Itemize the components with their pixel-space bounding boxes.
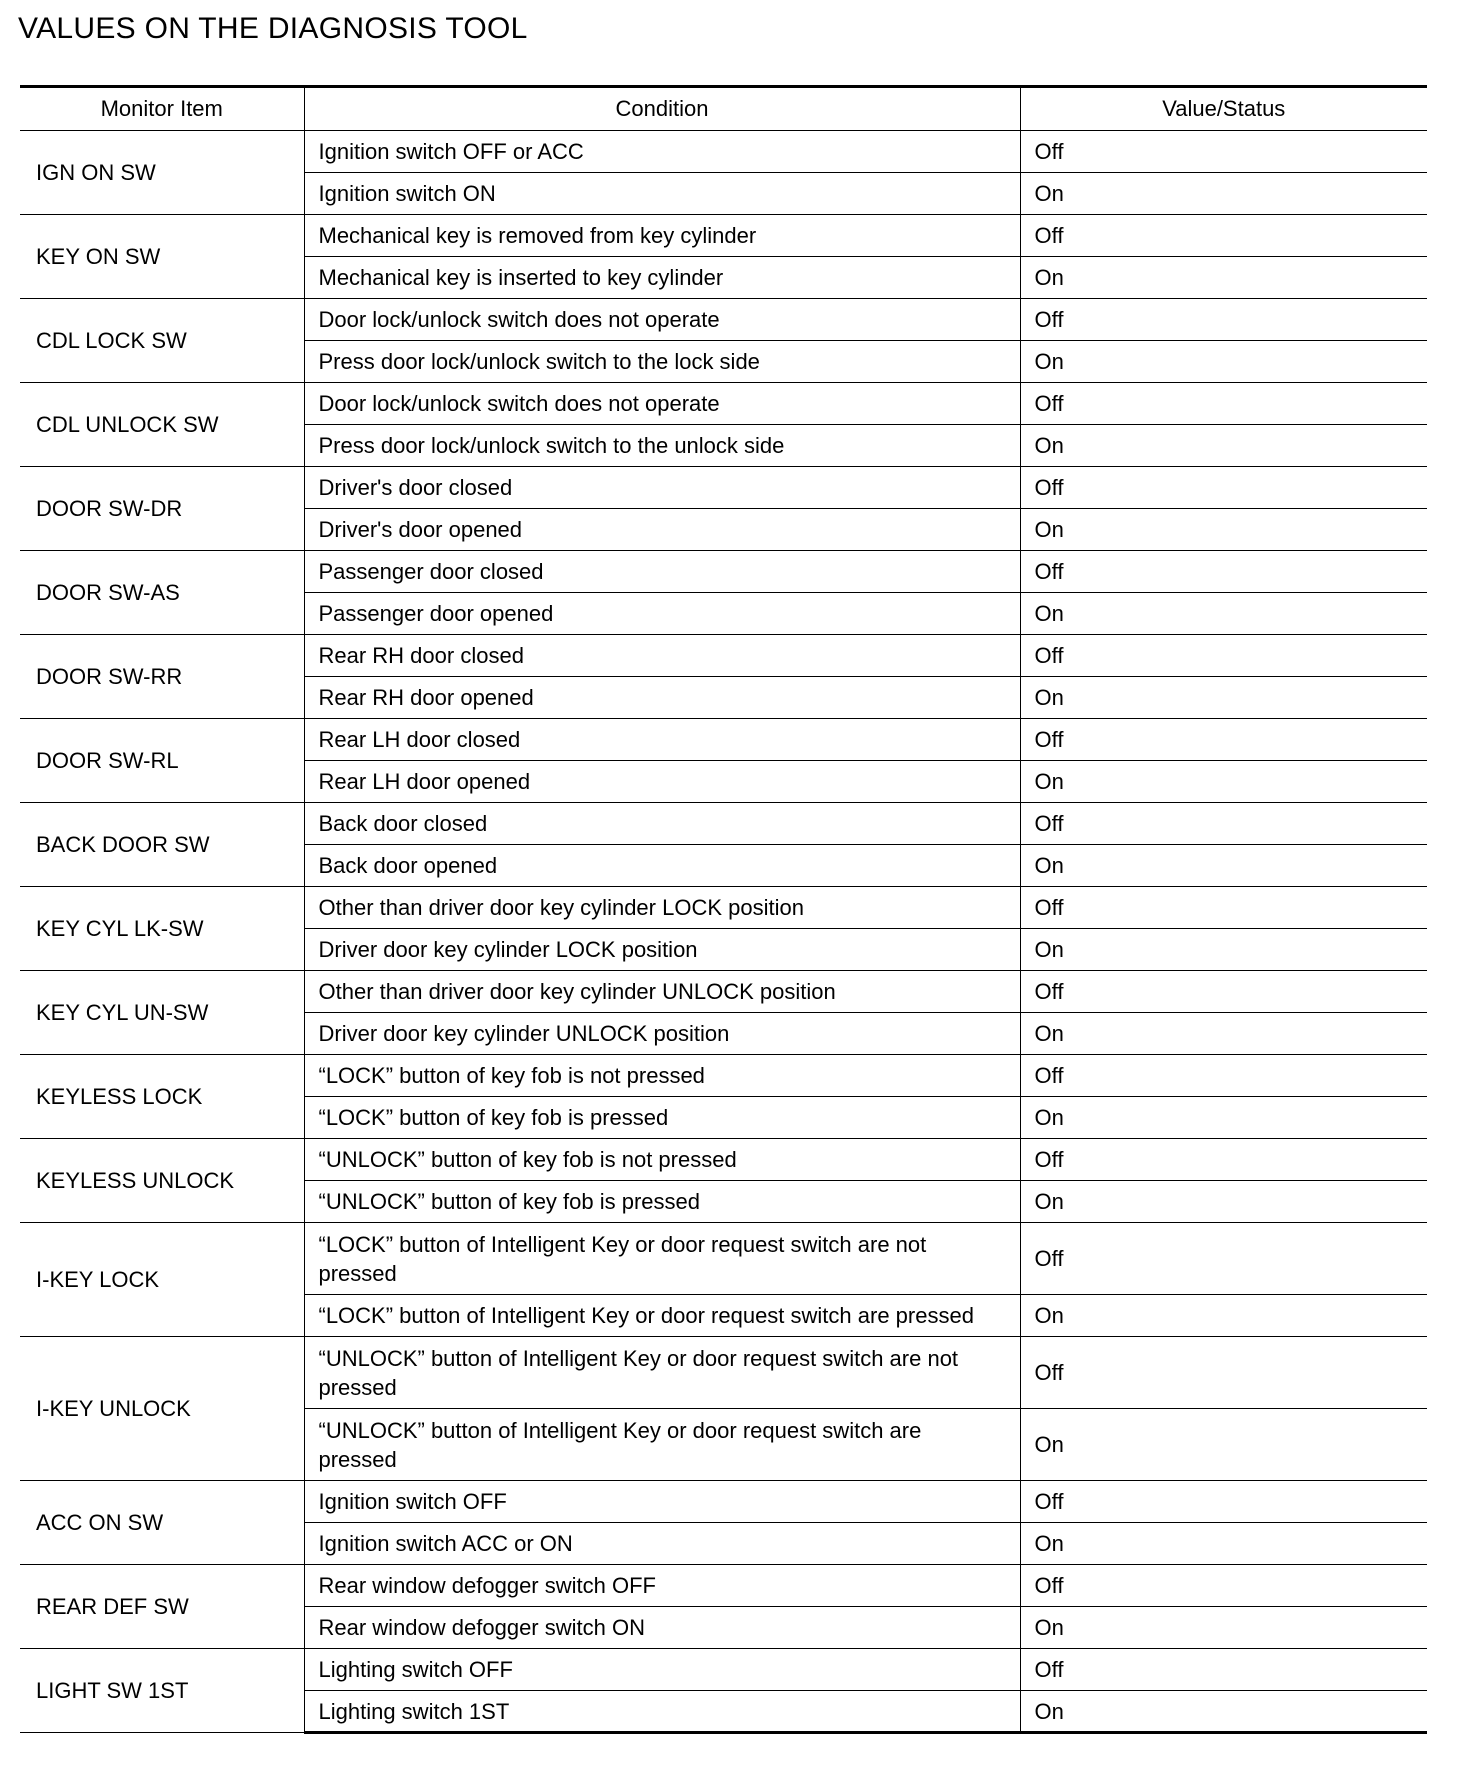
table-row bbox=[20, 383, 1427, 425]
monitor-item-cell: KEY CYL LK-SW bbox=[20, 887, 304, 971]
condition-cell: Rear window defogger switch ON bbox=[304, 1607, 1020, 1649]
condition-cell: Door lock/unlock switch does not operate bbox=[304, 383, 1020, 425]
condition-cell: Driver door key cylinder UNLOCK position bbox=[304, 1013, 1020, 1055]
condition-cell: Lighting switch 1ST bbox=[304, 1691, 1020, 1733]
value-status-cell: Off bbox=[1020, 551, 1427, 593]
condition-cell: Back door closed bbox=[304, 803, 1020, 845]
monitor-item-cell: BACK DOOR SW bbox=[20, 803, 304, 887]
condition-cell: Driver's door closed bbox=[304, 467, 1020, 509]
condition-cell: Ignition switch ON bbox=[304, 173, 1020, 215]
condition-cell: Driver's door opened bbox=[304, 509, 1020, 551]
table-row bbox=[20, 1565, 1427, 1607]
table-row bbox=[20, 1223, 1427, 1295]
condition-cell: “LOCK” button of key fob is pressed bbox=[304, 1097, 1020, 1139]
condition-cell: Mechanical key is removed from key cylinder bbox=[304, 215, 1020, 257]
monitor-item-cell: CDL LOCK SW bbox=[20, 299, 304, 383]
monitor-item-cell: DOOR SW-RR bbox=[20, 635, 304, 719]
value-status-cell: Off bbox=[1020, 215, 1427, 257]
diagnosis-table bbox=[20, 85, 1427, 1734]
value-status-cell: On bbox=[1020, 761, 1427, 803]
header-value-status: Value/Status bbox=[1020, 87, 1427, 131]
table-row bbox=[20, 215, 1427, 257]
value-status-cell: Off bbox=[1020, 131, 1427, 173]
table-row bbox=[20, 887, 1427, 929]
condition-cell: “UNLOCK” button of key fob is not pressed bbox=[304, 1139, 1020, 1181]
table-header-row bbox=[20, 87, 1427, 131]
table-row bbox=[20, 551, 1427, 593]
monitor-item-cell: KEYLESS LOCK bbox=[20, 1055, 304, 1139]
value-status-cell: On bbox=[1020, 1181, 1427, 1223]
page-title: VALUES ON THE DIAGNOSIS TOOL bbox=[18, 12, 528, 45]
monitor-item-cell: REAR DEF SW bbox=[20, 1565, 304, 1649]
condition-cell: “LOCK” button of key fob is not pressed bbox=[304, 1055, 1020, 1097]
table-row bbox=[20, 1139, 1427, 1181]
table-row bbox=[20, 1055, 1427, 1097]
value-status-cell: Off bbox=[1020, 1139, 1427, 1181]
condition-cell: Rear RH door opened bbox=[304, 677, 1020, 719]
value-status-cell: On bbox=[1020, 1295, 1427, 1337]
table-row bbox=[20, 1337, 1427, 1409]
value-status-cell: On bbox=[1020, 1409, 1427, 1481]
monitor-item-cell: I-KEY UNLOCK bbox=[20, 1337, 304, 1481]
condition-cell: Door lock/unlock switch does not operate bbox=[304, 299, 1020, 341]
value-status-cell: On bbox=[1020, 1097, 1427, 1139]
condition-cell: Ignition switch OFF bbox=[304, 1481, 1020, 1523]
monitor-item-cell: IGN ON SW bbox=[20, 131, 304, 215]
value-status-cell: On bbox=[1020, 257, 1427, 299]
condition-cell: Other than driver door key cylinder LOCK position bbox=[304, 887, 1020, 929]
value-status-cell: On bbox=[1020, 509, 1427, 551]
monitor-item-cell: DOOR SW-DR bbox=[20, 467, 304, 551]
condition-cell: Press door lock/unlock switch to the unlock side bbox=[304, 425, 1020, 467]
table-row bbox=[20, 467, 1427, 509]
value-status-cell: Off bbox=[1020, 635, 1427, 677]
value-status-cell: On bbox=[1020, 1013, 1427, 1055]
monitor-item-cell: KEY ON SW bbox=[20, 215, 304, 299]
header-monitor-item: Monitor Item bbox=[20, 87, 304, 131]
condition-cell: “UNLOCK” button of Intelligent Key or door request switch are pressed bbox=[304, 1409, 1020, 1481]
condition-cell: “UNLOCK” button of key fob is pressed bbox=[304, 1181, 1020, 1223]
value-status-cell: On bbox=[1020, 425, 1427, 467]
condition-cell: Ignition switch ACC or ON bbox=[304, 1523, 1020, 1565]
condition-cell: “LOCK” button of Intelligent Key or door request switch are pressed bbox=[304, 1295, 1020, 1337]
condition-cell: Press door lock/unlock switch to the lock side bbox=[304, 341, 1020, 383]
table-row bbox=[20, 1649, 1427, 1691]
value-status-cell: Off bbox=[1020, 719, 1427, 761]
value-status-cell: On bbox=[1020, 1691, 1427, 1733]
value-status-cell: Off bbox=[1020, 1223, 1427, 1295]
condition-cell: Rear RH door closed bbox=[304, 635, 1020, 677]
table-row bbox=[20, 131, 1427, 173]
monitor-item-cell: I-KEY LOCK bbox=[20, 1223, 304, 1337]
value-status-cell: On bbox=[1020, 845, 1427, 887]
condition-cell: Rear window defogger switch OFF bbox=[304, 1565, 1020, 1607]
value-status-cell: On bbox=[1020, 1607, 1427, 1649]
value-status-cell: Off bbox=[1020, 1565, 1427, 1607]
monitor-item-cell: ACC ON SW bbox=[20, 1481, 304, 1565]
condition-cell: Passenger door closed bbox=[304, 551, 1020, 593]
value-status-cell: Off bbox=[1020, 1649, 1427, 1691]
condition-cell: Mechanical key is inserted to key cylinder bbox=[304, 257, 1020, 299]
value-status-cell: On bbox=[1020, 593, 1427, 635]
condition-cell: Lighting switch OFF bbox=[304, 1649, 1020, 1691]
condition-cell: Passenger door opened bbox=[304, 593, 1020, 635]
value-status-cell: Off bbox=[1020, 1055, 1427, 1097]
value-status-cell: Off bbox=[1020, 383, 1427, 425]
condition-cell: Other than driver door key cylinder UNLOCK position bbox=[304, 971, 1020, 1013]
monitor-item-cell: CDL UNLOCK SW bbox=[20, 383, 304, 467]
value-status-cell: On bbox=[1020, 341, 1427, 383]
condition-cell: Driver door key cylinder LOCK position bbox=[304, 929, 1020, 971]
monitor-item-cell: KEY CYL UN-SW bbox=[20, 971, 304, 1055]
value-status-cell: Off bbox=[1020, 1481, 1427, 1523]
value-status-cell: Off bbox=[1020, 971, 1427, 1013]
monitor-item-cell: LIGHT SW 1ST bbox=[20, 1649, 304, 1733]
header-condition: Condition bbox=[304, 87, 1020, 131]
condition-cell: Rear LH door closed bbox=[304, 719, 1020, 761]
table-row bbox=[20, 299, 1427, 341]
value-status-cell: On bbox=[1020, 677, 1427, 719]
value-status-cell: Off bbox=[1020, 887, 1427, 929]
condition-cell: “LOCK” button of Intelligent Key or door request switch are not pressed bbox=[304, 1223, 1020, 1295]
table-row bbox=[20, 803, 1427, 845]
condition-cell: Rear LH door opened bbox=[304, 761, 1020, 803]
value-status-cell: Off bbox=[1020, 803, 1427, 845]
table-row bbox=[20, 719, 1427, 761]
table-row bbox=[20, 1481, 1427, 1523]
monitor-item-cell: DOOR SW-AS bbox=[20, 551, 304, 635]
value-status-cell: Off bbox=[1020, 467, 1427, 509]
value-status-cell: On bbox=[1020, 1523, 1427, 1565]
value-status-cell: On bbox=[1020, 173, 1427, 215]
condition-cell: Ignition switch OFF or ACC bbox=[304, 131, 1020, 173]
value-status-cell: Off bbox=[1020, 1337, 1427, 1409]
condition-cell: Back door opened bbox=[304, 845, 1020, 887]
monitor-item-cell: DOOR SW-RL bbox=[20, 719, 304, 803]
table-row bbox=[20, 635, 1427, 677]
value-status-cell: On bbox=[1020, 929, 1427, 971]
value-status-cell: Off bbox=[1020, 299, 1427, 341]
condition-cell: “UNLOCK” button of Intelligent Key or door request switch are not pressed bbox=[304, 1337, 1020, 1409]
monitor-item-cell: KEYLESS UNLOCK bbox=[20, 1139, 304, 1223]
table-row bbox=[20, 971, 1427, 1013]
